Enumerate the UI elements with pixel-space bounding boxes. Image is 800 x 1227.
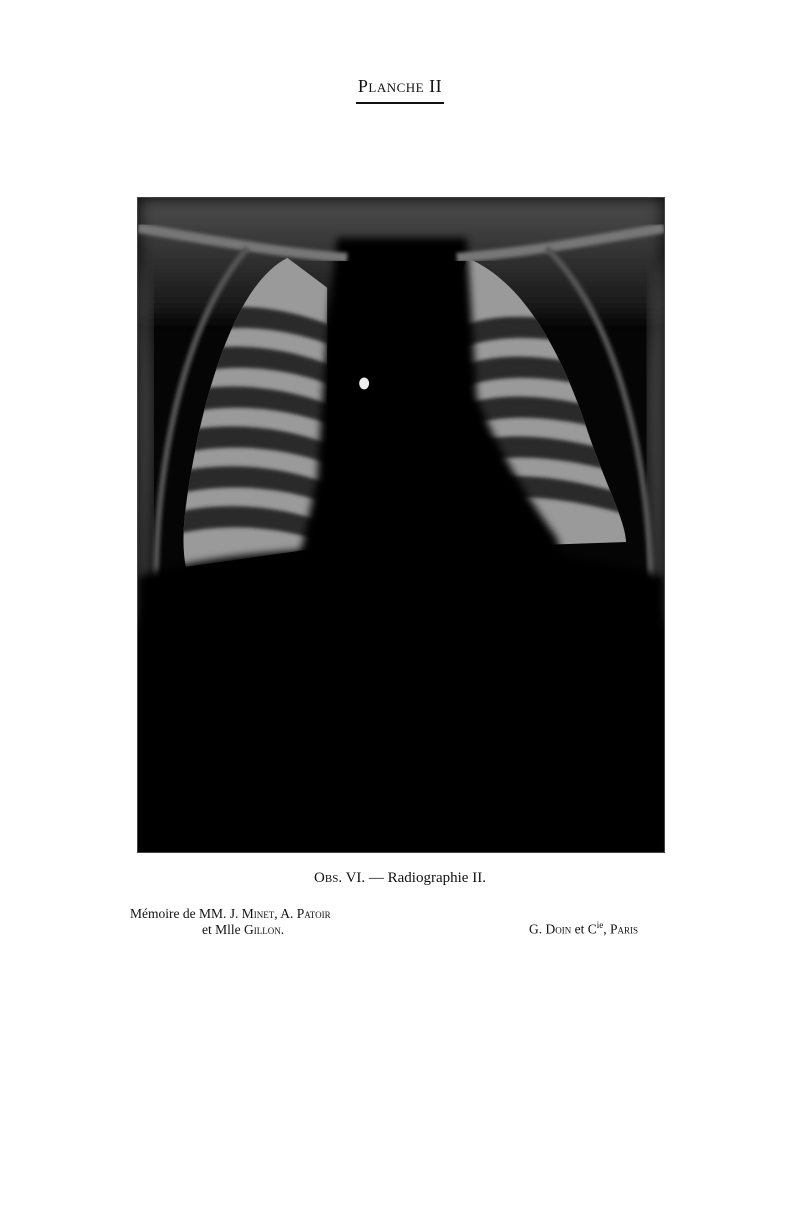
chest-radiograph-image — [138, 198, 664, 852]
plate-number: II — [429, 76, 443, 96]
credit-author-patoir: Patoir — [296, 906, 331, 921]
credit-author-gillon: Gillon — [244, 922, 281, 937]
publisher-prefix: G. — [529, 921, 543, 937]
figure-caption — [0, 870, 800, 887]
plate-heading — [0, 76, 800, 104]
publisher-city-sep: , — [603, 921, 607, 937]
credit-line2-end: . — [280, 922, 285, 937]
plate-heading-underlined — [356, 76, 444, 104]
publisher-company-sup: ie — [596, 920, 604, 930]
caption-text: VI. — Radiographie II. — [345, 870, 486, 886]
publisher-credit — [529, 920, 638, 938]
publisher-company: et C — [574, 921, 597, 937]
memoir-credit — [130, 906, 331, 938]
publisher-city: Paris — [610, 921, 639, 937]
caption-obs: Obs. — [314, 870, 343, 886]
credit-prefix: Mémoire de MM. J. — [130, 906, 239, 921]
credit-line2-prefix: et Mlle — [202, 922, 241, 937]
publisher-name: Doin — [545, 921, 572, 937]
credit-line-two — [130, 922, 331, 938]
plate-label: Planche — [357, 76, 425, 96]
credit-separator: , A. — [274, 906, 294, 921]
radiograph-plate — [137, 197, 665, 853]
credit-author-minet: Minet — [241, 906, 275, 921]
